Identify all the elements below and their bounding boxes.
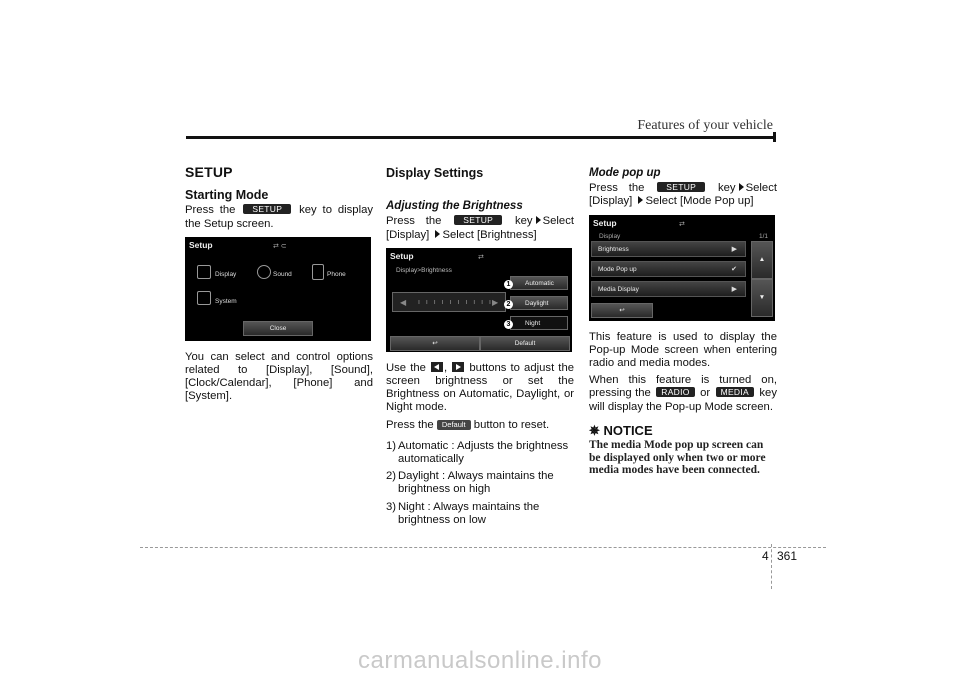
option-automatic: Automatic xyxy=(510,276,568,290)
list-number: 1) xyxy=(386,439,397,452)
mode-popup-steps xyxy=(589,182,777,208)
row-label: Brightness xyxy=(598,245,629,253)
list-item xyxy=(386,470,574,496)
list-number: 3) xyxy=(386,500,397,513)
arrow-left-key-icon xyxy=(431,362,443,372)
text: Press the xyxy=(185,204,236,217)
chevron-left-icon: ◀ xyxy=(400,297,407,307)
starting-mode-heading: Starting Mode xyxy=(185,188,269,203)
footer-rule xyxy=(140,547,826,548)
row-label: Media Display xyxy=(598,285,639,293)
feature-description: This feature is used to display the Pop-up Mode screen when entering radio and media modes. xyxy=(589,330,777,370)
starting-mode-text xyxy=(185,204,373,230)
arrow-right-icon xyxy=(739,183,744,191)
menu-sound: Sound xyxy=(273,270,292,278)
text: buttons to adjust the screen brightness or set the Brightness on Automatic, Daylight, or Night mode. xyxy=(386,361,575,414)
row-media-display xyxy=(591,281,746,297)
option-daylight: Daylight xyxy=(510,296,568,310)
menu-system: System xyxy=(215,297,237,305)
back-icon: ↩ xyxy=(390,336,480,351)
brightness-heading: Adjusting the Brightness xyxy=(386,200,523,213)
page-indicator: 1/1 xyxy=(759,232,769,240)
back-icon: ↩ xyxy=(591,303,653,318)
gear-icon xyxy=(197,291,211,305)
chevron-right-icon: ▶ xyxy=(731,245,737,253)
status-icons: ⇄ ⊂ xyxy=(273,242,287,250)
default-button: Default xyxy=(480,336,570,351)
mode-popup-screen-image xyxy=(589,215,775,321)
text: , xyxy=(444,361,448,374)
header-rule-end xyxy=(773,132,776,142)
option-night: Night xyxy=(510,316,568,330)
sound-icon xyxy=(257,265,271,279)
text: or xyxy=(700,387,711,400)
slider-ticks: ı ı ı ı ı ı ı ı ı ı xyxy=(418,298,493,306)
default-text xyxy=(386,419,574,432)
display-icon xyxy=(197,265,211,279)
close-button: Close xyxy=(243,321,313,336)
options-text: You can select and control options related to [Display], [Sound], [Clock/Calendar], [Phone] and [System]. xyxy=(185,350,373,403)
mode-popup-heading: Mode pop up xyxy=(589,167,661,179)
arrow-right-key-icon xyxy=(452,362,464,372)
media-key: MEDIA xyxy=(716,387,754,397)
page-number: 361 xyxy=(777,549,798,563)
middle-column xyxy=(386,160,574,531)
brightness-screen-image xyxy=(386,248,572,352)
phone-icon xyxy=(312,264,324,280)
menu-display: Display xyxy=(215,270,237,278)
header-rule xyxy=(186,136,773,139)
text: button to reset. xyxy=(473,418,550,431)
page-number-divider xyxy=(771,544,772,589)
text: Select [Brightness] xyxy=(442,228,537,241)
section-header: Features of your vehicle xyxy=(637,118,773,133)
default-key: Default xyxy=(437,420,471,430)
checkmark-icon: ✔ xyxy=(731,265,737,273)
chevron-right-icon: ▶ xyxy=(492,297,499,307)
list-text: Automatic : Adjusts the brightness automatically xyxy=(398,439,569,466)
notice-heading: ✵ NOTICE xyxy=(589,422,653,438)
left-column xyxy=(185,160,373,408)
right-column xyxy=(589,160,777,477)
list-item xyxy=(386,501,574,527)
notice-text: The media Mode pop up screen can be displayed only when two or more media modes have been connected. xyxy=(589,439,766,477)
setup-key: SETUP xyxy=(657,182,705,192)
radio-key: RADIO xyxy=(656,387,694,397)
text: key xyxy=(515,215,533,228)
list-text: Night : Always maintains the brightness on low xyxy=(398,500,540,526)
scroll-down-icon: ▼ xyxy=(751,279,773,317)
status-icons: ⇄ xyxy=(679,220,685,228)
row-brightness xyxy=(591,241,746,257)
display-settings-heading: Display Settings xyxy=(386,166,484,180)
row-label: Mode Pop up xyxy=(598,265,637,273)
text: key xyxy=(718,182,736,195)
arrow-buttons-text xyxy=(386,362,574,415)
status-icons: ⇄ xyxy=(478,253,484,261)
text: Use the xyxy=(386,361,426,374)
scroll-up-icon: ▲ xyxy=(751,241,773,279)
text: When this feature is turned on, pressing the xyxy=(589,374,777,400)
screen-path: Display xyxy=(599,232,621,240)
text: Select [Display] xyxy=(386,215,574,241)
menu-phone: Phone xyxy=(327,270,346,278)
list-item xyxy=(386,440,574,466)
text: Select [Display] xyxy=(589,182,777,208)
text: key to display the Setup screen. xyxy=(185,204,374,230)
text: key will display the Pop-up Mode screen. xyxy=(589,387,777,413)
screen-title: Setup xyxy=(593,217,617,228)
marker-2: 2 xyxy=(504,300,513,309)
arrow-right-icon xyxy=(536,216,541,224)
setup-key: SETUP xyxy=(454,215,502,225)
text: Press the xyxy=(589,182,645,195)
chevron-right-icon: ▶ xyxy=(731,285,737,293)
brightness-steps xyxy=(386,215,574,241)
screen-title: Setup xyxy=(390,250,414,261)
text: Press the xyxy=(386,215,442,228)
marker-3: 3 xyxy=(504,320,513,329)
screen-title: Setup xyxy=(189,239,213,250)
marker-1: 1 xyxy=(504,280,513,289)
watermark: carmanualsonline.info xyxy=(358,647,602,674)
brightness-modes-list xyxy=(386,440,574,527)
row-mode-popup xyxy=(591,261,746,277)
radio-media-text xyxy=(589,374,777,414)
chapter-number: 4 xyxy=(762,549,769,563)
section-title: SETUP xyxy=(185,164,233,180)
setup-key: SETUP xyxy=(243,204,291,214)
screen-path: Display>Brightness xyxy=(396,266,452,274)
text: Select [Mode Pop up] xyxy=(645,195,754,208)
setup-screen-image xyxy=(185,237,371,341)
list-number: 2) xyxy=(386,470,397,483)
arrow-right-icon xyxy=(638,196,643,204)
list-text: Daylight : Always maintains the brightness on high xyxy=(398,470,554,496)
text: Press the xyxy=(386,418,434,431)
arrow-right-icon xyxy=(435,230,440,238)
